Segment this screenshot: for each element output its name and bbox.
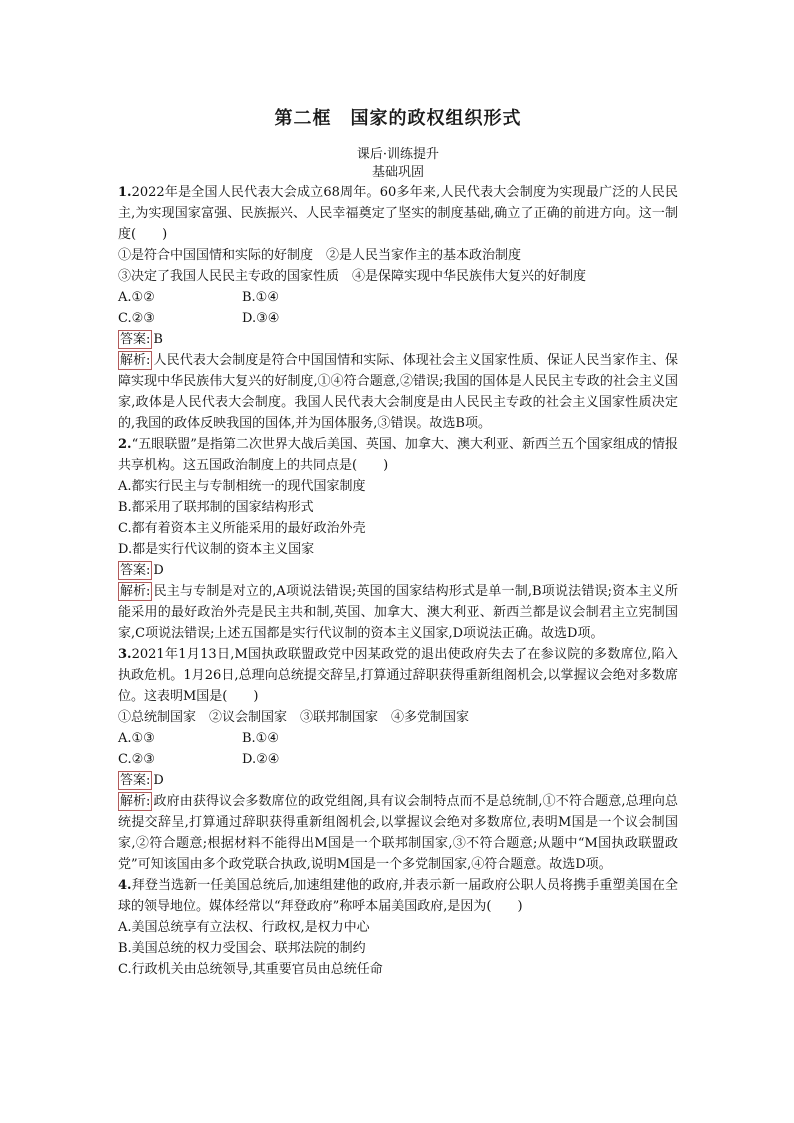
option-b: B.①④ — [242, 731, 279, 746]
option-row — [118, 728, 678, 749]
analysis-tag: 解析: — [120, 353, 151, 368]
section-heading: 基础巩固 — [371, 165, 424, 180]
analysis-text: 民主与专制是对立的,A项说法错误;英国的国家结构形式是单一制,B项说法错误;资本主义所能采用的最好政治外壳是民主共和制,英国、加拿大、澳大利亚、新西兰都是议会制君主立宪制国家,C项说法错误;上述五国都是实行代议制的资本主义国家,D项说法正确。故选D项。 — [118, 584, 678, 641]
option-b: B.美国总统的权力受国会、联邦法院的制约 — [118, 941, 366, 956]
option-c: C.②③ — [118, 311, 155, 326]
answer-tag: 答案: — [120, 773, 151, 788]
document-page — [118, 104, 678, 980]
answer-line — [118, 329, 678, 350]
answer-value: B — [153, 332, 163, 347]
option-b: B.①④ — [242, 290, 279, 305]
question-4 — [118, 875, 678, 980]
question-text: 2021年1月13日,M国执政联盟政党中因某政党的退出使政府失去了在参议院的多数席位,陷入执政危机。1月26日,总理向总统提交辞呈,打算通过辞职获得重新组阁机会,以掌握议会绝对多数席位。这表明M国是( ) — [118, 647, 678, 704]
option-a: A.美国总统享有立法权、行政权,是权力中心 — [118, 920, 370, 935]
answer-line — [118, 770, 678, 791]
question-stem — [118, 644, 678, 707]
section-subtitle: 课后·训练提升 — [356, 147, 440, 162]
option-a: A.①② — [118, 290, 155, 305]
option-c: C.行政机关由总统领导,其重要官员由总统任命 — [118, 962, 383, 977]
statement-line: ①是符合中国国情和实际的好制度 ②是人民当家作主的基本政治制度 — [118, 248, 522, 263]
question-stem — [118, 182, 678, 245]
option-a: A.都实行民主与专制相统一的现代国家制度 — [118, 479, 366, 494]
question-2 — [118, 434, 678, 644]
option-d: D.②④ — [242, 752, 280, 767]
option-a: A.①③ — [118, 731, 155, 746]
option-d: D.都是实行代议制的资本主义国家 — [118, 542, 315, 557]
analysis-tag: 解析: — [120, 794, 151, 809]
option-row — [118, 308, 678, 329]
option-row — [118, 287, 678, 308]
option-row — [118, 749, 678, 770]
question-text: 2022年是全国人民代表大会成立68周年。60多年来,人民代表大会制度为实现最广泛的人民民主,为实现国家富强、民族振兴、人民幸福奠定了坚实的制度基础,确立了正确的前进方向。这一制度( ) — [118, 185, 678, 242]
question-stem — [118, 434, 678, 476]
question-1 — [118, 182, 678, 434]
analysis-paragraph — [118, 791, 678, 875]
question-number: 3. — [118, 647, 132, 662]
analysis-paragraph — [118, 350, 678, 434]
statement-line: ③决定了我国人民民主专政的国家性质 ④是保障实现中华民族伟大复兴的好制度 — [118, 269, 587, 284]
question-text: 拜登当选新一任美国总统后,加速组建他的政府,并表示新一届政府公职人员将携手重塑美国在全球的领导地位。媒体经常以“拜登政府”称呼本届美国政府,是因为( ) — [118, 878, 678, 914]
analysis-text: 人民代表大会制度是符合中国国情和实际、体现社会主义国家性质、保证人民当家作主、保障实现中华民族伟大复兴的好制度,①④符合题意,②错误;我国的国体是人民民主专政的社会主义国家,政体是人民代表大会制度。我国人民代表大会制度是由人民民主专政的社会主义国家性质决定的,我国的政体反映我国的国体,并为国体服务,③错误。故选B项。 — [118, 353, 678, 431]
answer-line — [118, 560, 678, 581]
question-3 — [118, 644, 678, 875]
analysis-text: 政府由获得议会多数席位的政党组阁,具有议会制特点而不是总统制,①不符合题意,总理向总统提交辞呈,打算通过辞职获得重新组阁机会,以掌握议会绝对多数席位,表明M国是一个议会制国家,②符合题意;根据材料不能得出M国是一个联邦制国家,③不符合题意;从题中“M国执政联盟政党”可知该国由多个政党联合执政,说明M国是一个多党制国家,④符合题意。故选D项。 — [118, 794, 678, 872]
question-number: 4. — [118, 878, 132, 893]
option-d: D.③④ — [242, 311, 280, 326]
question-stem — [118, 875, 678, 917]
option-c: C.②③ — [118, 752, 155, 767]
answer-value: D — [153, 563, 164, 578]
option-c: C.都有着资本主义所能采用的最好政治外壳 — [118, 521, 366, 536]
analysis-tag: 解析: — [120, 584, 151, 599]
statement-line: ①总统制国家 ②议会制国家 ③联邦制国家 ④多党制国家 — [118, 710, 470, 725]
question-text: “五眼联盟”是指第二次世界大战后美国、英国、加拿大、澳大利亚、新西兰五个国家组成的情报共享机构。这五国政治制度上的共同点是( ) — [118, 437, 678, 473]
analysis-paragraph — [118, 581, 678, 644]
question-number: 1. — [118, 185, 132, 200]
page-title: 第二框 国家的政权组织形式 — [274, 108, 522, 129]
option-b: B.都采用了联邦制的国家结构形式 — [118, 500, 314, 515]
question-number: 2. — [118, 437, 132, 452]
answer-tag: 答案: — [120, 332, 151, 347]
answer-value: D — [153, 773, 164, 788]
answer-tag: 答案: — [120, 563, 151, 578]
